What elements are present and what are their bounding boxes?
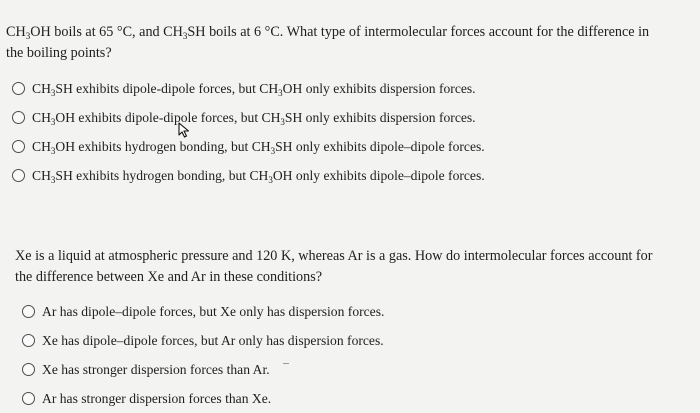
question-2-prompt: Xe is a liquid at atmospheric pressure and 120 K, whereas Ar is a gas. How do intermolecular forces account for the difference between Xe and Ar in these conditions? [15, 248, 653, 285]
question-1-options [0, 74, 700, 190]
question-2-option-b[interactable] [0, 326, 700, 355]
option-label: $CH_3OH$ exhibits dipole-dipole forces, but $CH_3SH$ only exhibits dispersion forces. [32, 109, 476, 127]
option-label: $CH_3SH$ exhibits hydrogen bonding, but $CH_3OH$ only exhibits dipole–dipole forces. [32, 167, 485, 185]
radio-button-icon[interactable] [12, 111, 25, 124]
stray-mark [283, 363, 289, 364]
radio-button-icon[interactable] [22, 363, 35, 376]
prompt-text: SH boils at 6 °C. What type of intermolecular forces account for the difference in the boiling points? [6, 24, 650, 61]
question-1-option-a[interactable] [0, 74, 700, 103]
subscript: 3 [182, 31, 188, 41]
option-label: Xe has stronger dispersion forces than Ar. [42, 361, 270, 377]
prompt-text: OH boils at 65 °C, and CH [30, 24, 183, 40]
question-2-options [0, 297, 700, 413]
option-label: Xe has dipole–dipole forces, but Ar only has dispersion forces. [42, 332, 384, 348]
question-2-option-d[interactable] [0, 384, 700, 413]
question-1-option-d[interactable] [0, 161, 700, 190]
question-1-option-b[interactable] [0, 103, 700, 132]
radio-button-icon[interactable] [22, 305, 35, 318]
option-label: Ar has stronger dispersion forces than Xe. [42, 390, 272, 406]
radio-button-icon[interactable] [12, 82, 25, 95]
question-2 [0, 246, 700, 413]
question-2-option-a[interactable] [0, 297, 700, 326]
radio-button-icon[interactable] [22, 334, 35, 347]
radio-button-icon[interactable] [12, 140, 25, 153]
option-label: Ar has dipole–dipole forces, but Xe only has dispersion forces. [42, 303, 385, 319]
question-1-option-c[interactable] [0, 132, 700, 161]
question-1-prompt [0, 22, 700, 64]
question-2-option-c[interactable] [0, 355, 700, 384]
mouse-pointer-icon [178, 122, 190, 138]
option-label: $CH_3SH$ exhibits dipole-dipole forces, but $CH_3OH$ only exhibits dispersion forces. [32, 80, 476, 98]
subscript: 3 [25, 31, 31, 41]
question-1 [0, 22, 700, 190]
formula-text: CH [6, 24, 26, 40]
radio-button-icon[interactable] [12, 169, 25, 182]
option-label: $CH_3OH$ exhibits hydrogen bonding, but $CH_3SH$ only exhibits dipole–dipole forces. [32, 138, 485, 156]
radio-button-icon[interactable] [22, 392, 35, 405]
